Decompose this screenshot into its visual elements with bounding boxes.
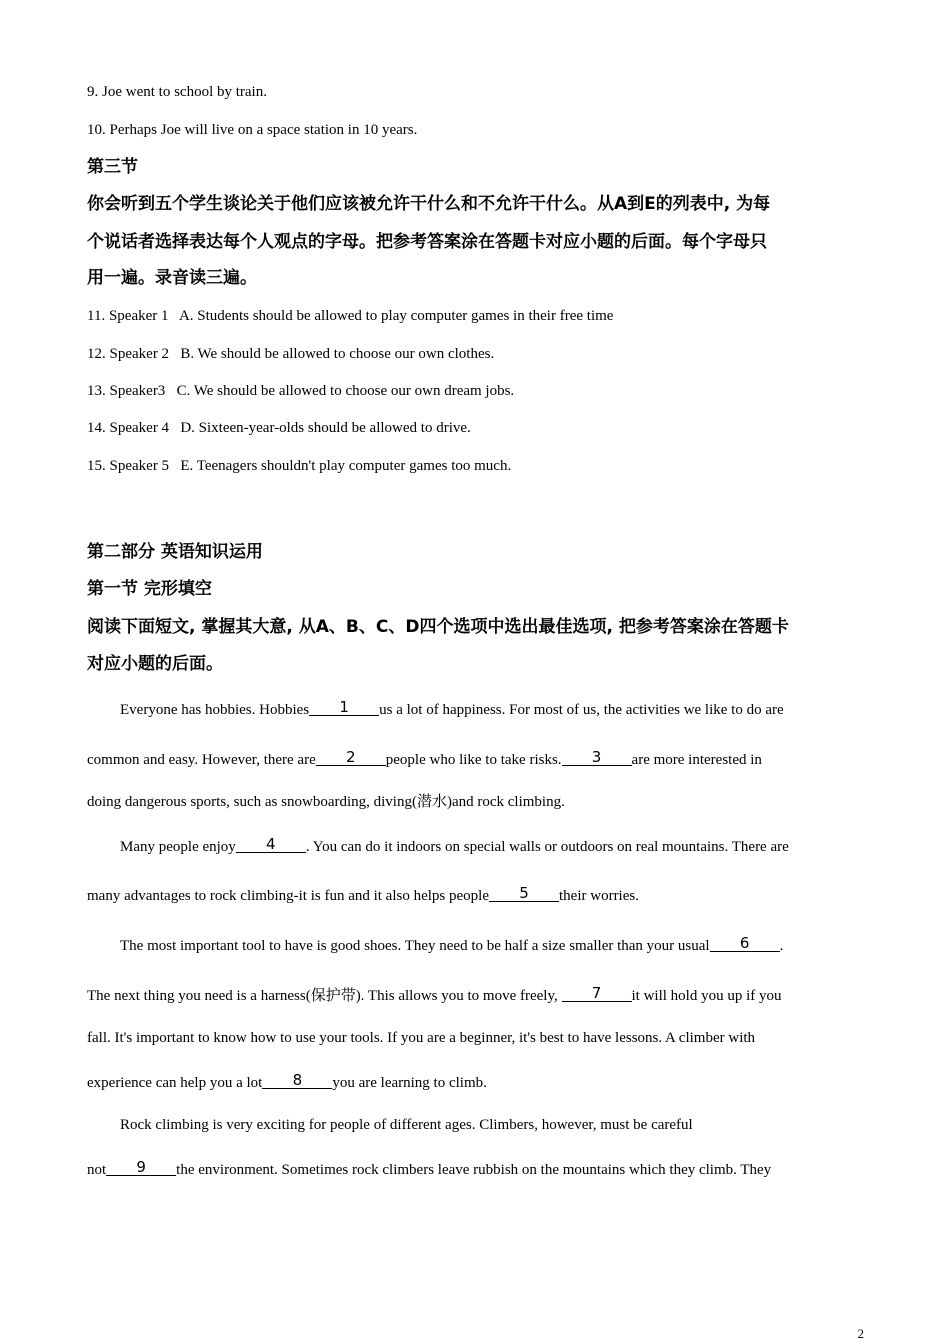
cloze-subheading: 第一节 完形填空 [87, 579, 212, 599]
passage-line [87, 984, 782, 1005]
speaker-item [87, 307, 613, 325]
cloze-instructions-line-2: 对应小题的后面。 [87, 654, 223, 674]
blank-4: 4 [236, 836, 306, 853]
blank-2: 2 [316, 749, 386, 766]
page-number: 2 [857, 1326, 864, 1341]
speaker-item [87, 345, 494, 363]
speaker-option: B. We should be allowed to choose our own clothes. [180, 346, 495, 362]
speaker-option: D. Sixteen-year-olds should be allowed to drive. [180, 420, 471, 436]
passage-line [120, 934, 784, 955]
speaker-option: E. Teenagers shouldn't play computer games too much. [180, 458, 512, 474]
passage-line: Rock climbing is very exciting for people of different ages. Climbers, however, must be careful [120, 1117, 693, 1133]
passage-line [87, 884, 639, 905]
speaker-label: 15. Speaker 5 [87, 458, 170, 474]
speaker-label: 14. Speaker 4 [87, 420, 170, 436]
blank-1: 1 [309, 699, 379, 716]
section-three-instructions-line-2: 个说话者选择表达每个人观点的字母。把参考答案涂在答题卡对应小题的后面。每个字母只 [87, 232, 767, 252]
passage-line [87, 1071, 487, 1092]
passage-line [87, 748, 762, 769]
passage-text: experience can help you a lot [87, 1075, 263, 1091]
passage-text: it will hold you up if you [631, 988, 782, 1004]
section-three-instructions-line-3: 用一遍。录音读三遍。 [87, 268, 257, 288]
speaker-item [87, 382, 514, 400]
passage-text: not [87, 1162, 107, 1178]
passage-text: the environment. Sometimes rock climbers leave rubbish on the mountains which they climb. They [176, 1162, 772, 1178]
speaker-item [87, 457, 511, 475]
speaker-option: C. We should be allowed to choose our own dream jobs. [176, 383, 515, 399]
passage-text: are more interested in [631, 752, 762, 768]
blank-7: 7 [562, 985, 632, 1002]
question-10: 10. Perhaps Joe will live on a space station in 10 years. [87, 122, 418, 138]
blank-9: 9 [106, 1159, 176, 1176]
passage-text: . You can do it indoors on special walls or outdoors on real mountains. There are [305, 839, 789, 855]
passage-line [120, 835, 789, 856]
passage-text: Many people enjoy [120, 839, 236, 855]
speaker-item [87, 419, 471, 437]
passage-text: people who like to take risks. [385, 752, 562, 768]
passage-text: The most important tool to have is good shoes. They need to be half a size smaller than your usual [120, 938, 710, 954]
speaker-label: 13. Speaker3 [87, 383, 166, 399]
passage-text: Everyone has hobbies. Hobbies [120, 702, 310, 718]
passage-text: . [779, 938, 784, 954]
section-three-instructions-line-1: 你会听到五个学生谈论关于他们应该被允许干什么和不允许干什么。从A到E的列表中, 为每 [87, 194, 771, 214]
passage-line: doing dangerous sports, such as snowboarding, diving(潜水)and rock climbing. [87, 794, 565, 810]
passage-text: their worries. [559, 888, 639, 904]
part-two-heading: 第二部分 英语知识运用 [87, 542, 263, 562]
blank-6: 6 [710, 935, 780, 952]
passage-text: many advantages to rock climbing-it is fun and it also helps people [87, 888, 489, 904]
speaker-label: 12. Speaker 2 [87, 346, 170, 362]
question-9: 9. Joe went to school by train. [87, 84, 267, 100]
section-three-heading: 第三节 [87, 157, 138, 177]
passage-line: fall. It's important to know how to use your tools. If you are a beginner, it's best to have lessons. A climber with [87, 1030, 756, 1046]
passage-line [120, 698, 784, 719]
blank-5: 5 [489, 885, 559, 902]
passage-line [87, 1158, 772, 1179]
passage-text: us a lot of happiness. For most of us, the activities we like to do are [379, 702, 784, 718]
blank-8: 8 [262, 1072, 332, 1089]
speaker-option: A. Students should be allowed to play computer games in their free time [178, 308, 614, 324]
blank-3: 3 [562, 749, 632, 766]
speaker-label: 11. Speaker 1 [87, 308, 169, 324]
passage-text: The next thing you need is a harness(保护带). This allows you to move freely, [87, 988, 558, 1004]
passage-text: you are learning to climb. [332, 1075, 487, 1091]
passage-text: common and easy. However, there are [87, 752, 316, 768]
cloze-instructions-line-1: 阅读下面短文, 掌握其大意, 从A、B、C、D四个选项中选出最佳选项, 把参考答案涂在答题卡 [87, 617, 789, 637]
